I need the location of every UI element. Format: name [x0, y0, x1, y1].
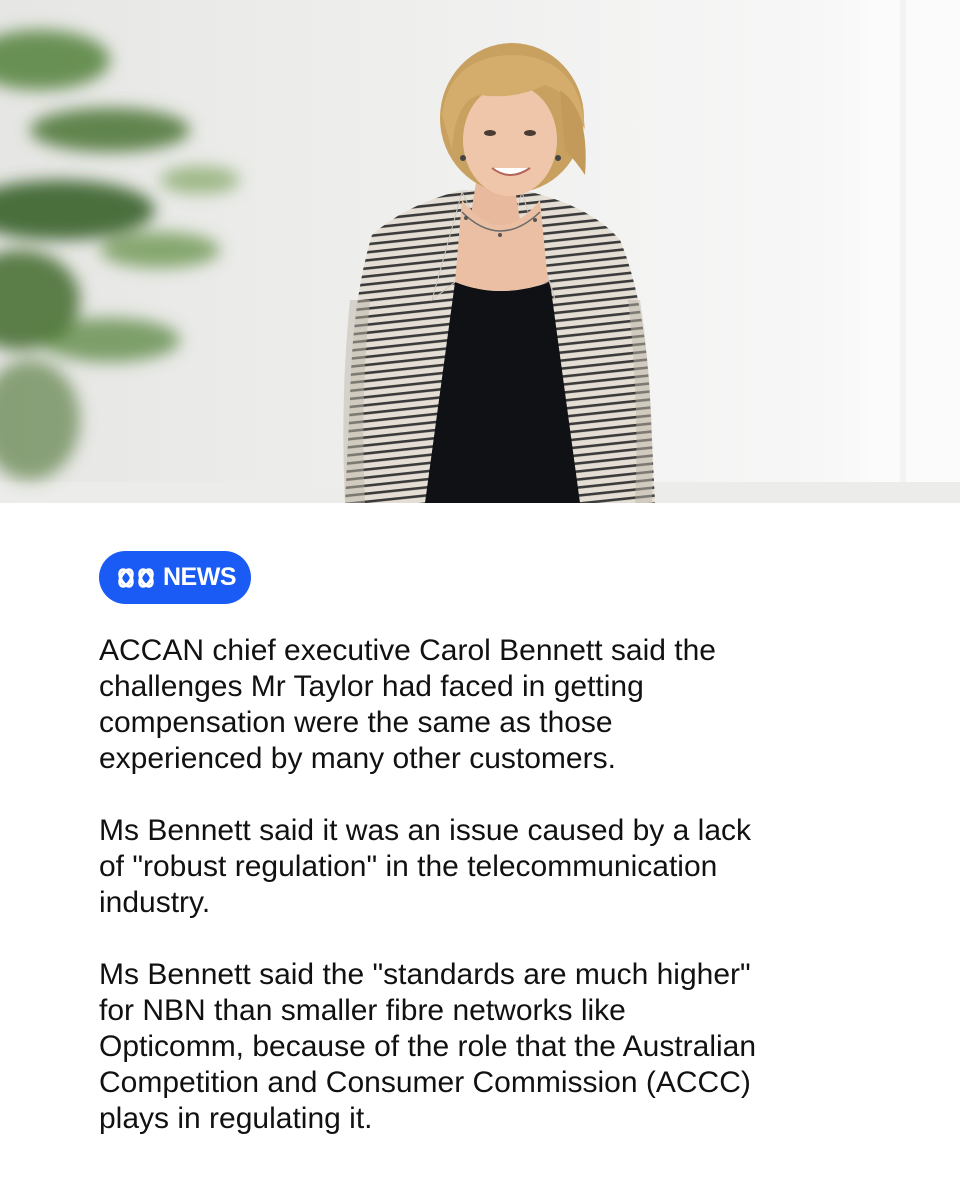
portrait-image	[0, 0, 960, 503]
article-card	[0, 503, 960, 1200]
abc-logo-icon	[115, 566, 159, 590]
article-body	[99, 633, 899, 1173]
abc-news-badge	[99, 551, 251, 604]
paragraph: Ms Bennett said the "standards are much higher" for NBN than smaller fibre networks like Opticomm, because of the role that the Australian Competition and Consumer Commission (ACCC) plays in regulating it.	[99, 958, 757, 1135]
header-photo	[0, 0, 960, 503]
paragraph: Ms Bennett said it was an issue caused by a lack of "robust regulation" in the telecommunication industry.	[99, 814, 752, 919]
brand-name: NEWS	[163, 563, 236, 591]
paragraph: ACCAN chief executive Carol Bennett said the challenges Mr Taylor had faced in getting compensation were the same as those experienced by many other customers.	[99, 634, 716, 775]
